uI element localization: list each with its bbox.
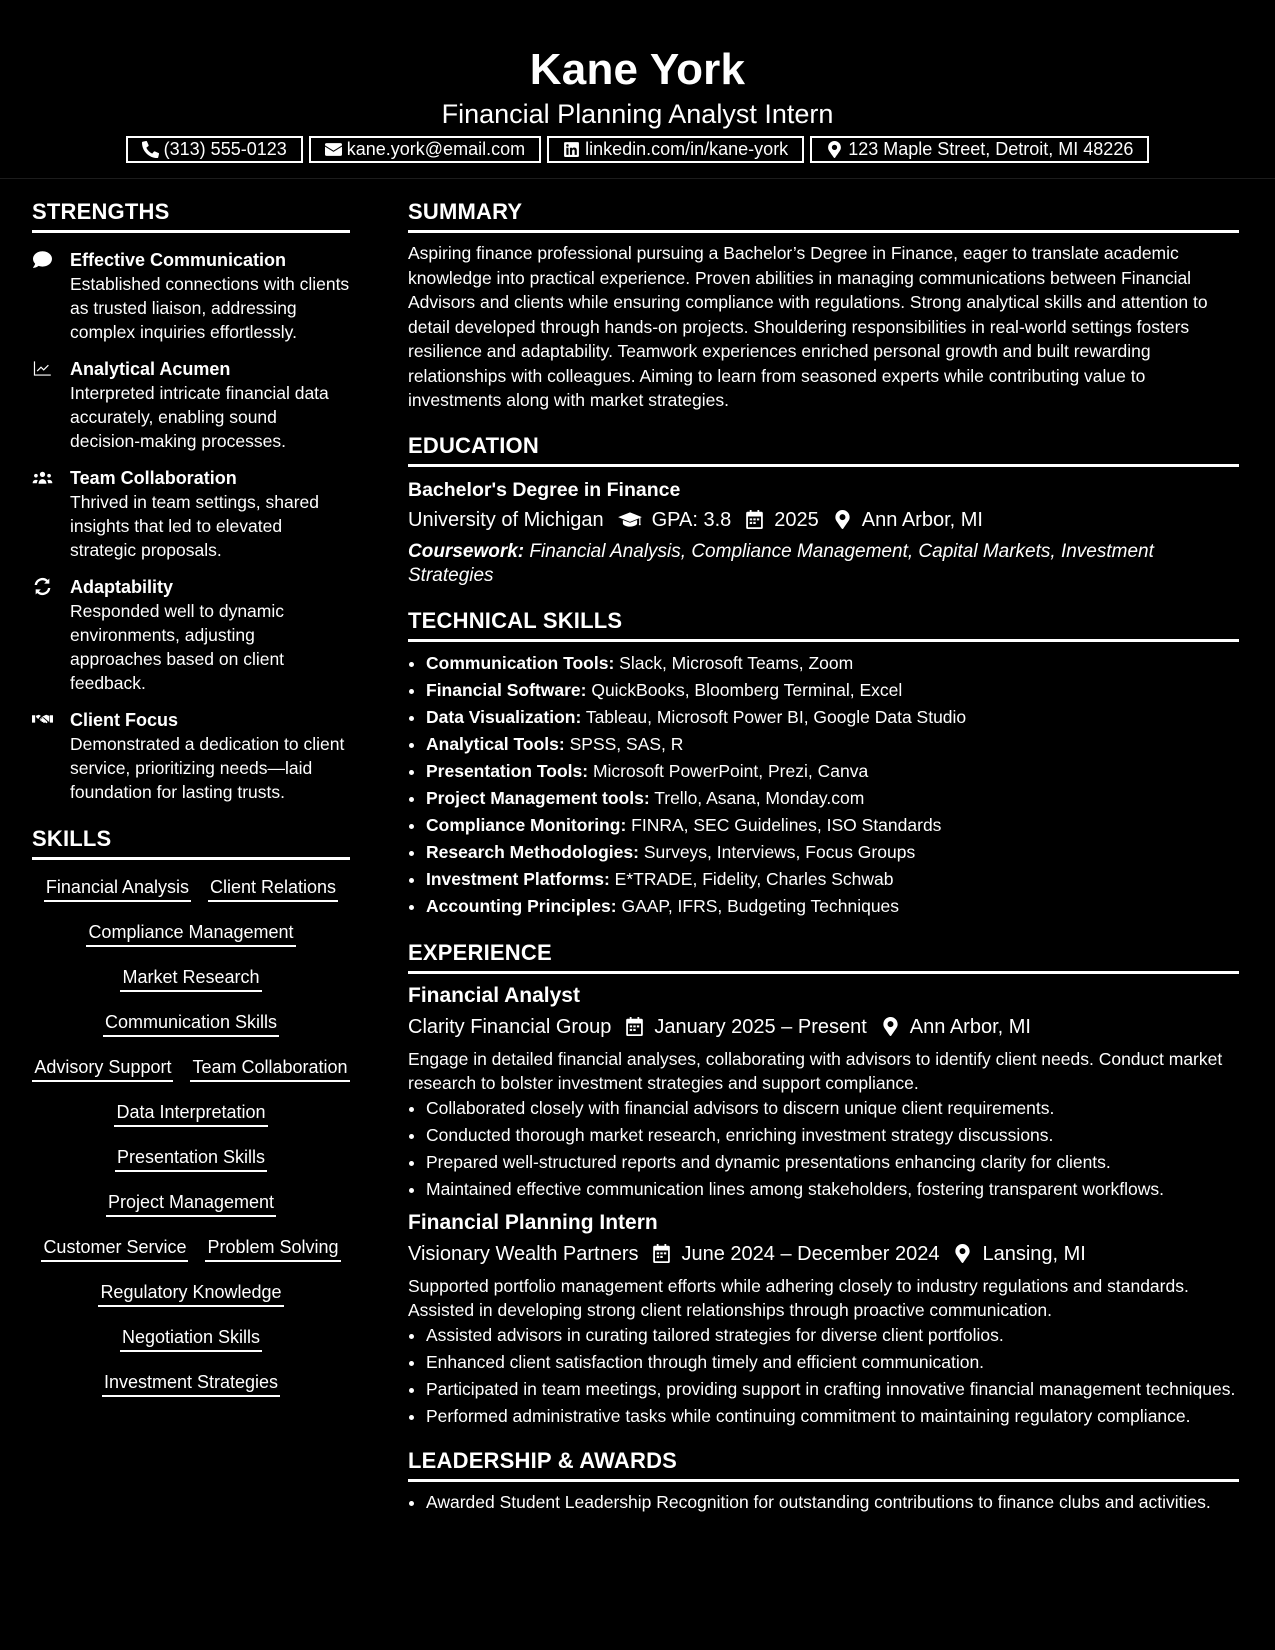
job-dates: June 2024 – December 2024 <box>681 1242 940 1265</box>
job-bullets <box>408 1323 1239 1428</box>
contact-bar <box>0 136 1275 163</box>
education-meta <box>408 505 1239 535</box>
technical-skills-heading: TECHNICAL SKILLS <box>408 606 1239 642</box>
skills-heading: SKILLS <box>32 824 350 860</box>
users-icon <box>32 468 53 487</box>
skill-tag: Client Relations <box>208 876 338 902</box>
skill-tag: Project Management <box>106 1191 276 1217</box>
strength-desc: Responded well to dynamic environments, adjusting approaches based on client feedback. <box>70 601 285 693</box>
map-marker-icon <box>826 141 843 158</box>
tech-skill-item <box>426 758 1239 785</box>
refresh-icon <box>32 577 53 596</box>
skill-tag: Customer Service <box>41 1236 188 1262</box>
gpa-text: GPA: 3.8 <box>651 508 732 531</box>
job-summary: Supported portfolio management efforts while adhering closely to industry regulations and standards. Assisted in developing strong client relationships through proactive communication. <box>408 1275 1189 1320</box>
skill-tag: Team Collaboration <box>190 1056 349 1082</box>
strength-desc: Demonstrated a dedication to client service, prioritizing needs—laid foundation for lasting trusts. <box>70 734 345 802</box>
tech-skill-item <box>426 839 1239 866</box>
tech-skill-label: Data Visualization: <box>426 706 582 727</box>
strength-item <box>32 708 350 804</box>
tech-skill-value: QuickBooks, Bloomberg Terminal, Excel <box>591 679 903 700</box>
summary-heading: SUMMARY <box>408 197 1239 233</box>
technical-skills-list <box>408 650 1239 920</box>
phone-text: (313) 555-0123 <box>163 139 287 159</box>
tech-skill-item <box>426 650 1239 677</box>
job-dates: January 2025 – Present <box>654 1015 867 1038</box>
tech-skill-item <box>426 812 1239 839</box>
chart-line-icon <box>32 359 53 378</box>
strength-item <box>32 357 350 453</box>
tech-skill-value: Microsoft PowerPoint, Prezi, Canva <box>592 760 869 781</box>
coursework-label: Coursework: <box>408 540 525 562</box>
tech-skill-item <box>426 866 1239 893</box>
job-meta <box>408 1239 1239 1269</box>
tech-skill-item <box>426 893 1239 920</box>
left-column <box>32 197 350 1416</box>
linkedin-icon <box>563 141 580 158</box>
job-bullet: • Participated in team meetings, providing support in crafting innovative financial management techniques. <box>426 1377 1239 1401</box>
contact-phone[interactable] <box>126 136 303 163</box>
address-text: 123 Maple Street, Detroit, MI 48226 <box>848 139 1134 159</box>
skill-tag: Communication Skills <box>103 1011 279 1037</box>
tech-skill-item <box>426 731 1239 758</box>
tech-skill-label: Investment Platforms: <box>426 868 610 889</box>
strengths-heading: STRENGTHS <box>32 197 350 233</box>
job-bullet: • Collaborated closely with financial advisors to discern unique client requirements. <box>426 1096 1239 1120</box>
tech-skill-item <box>426 785 1239 812</box>
map-marker-icon <box>953 1244 972 1263</box>
skill-tag: Data Interpretation <box>114 1101 267 1127</box>
map-marker-icon <box>833 510 852 529</box>
contact-address[interactable] <box>810 136 1149 163</box>
calendar-icon <box>652 1244 671 1263</box>
skill-tag: Presentation Skills <box>115 1146 267 1172</box>
envelope-icon <box>325 141 342 158</box>
strength-title: Effective Communication <box>70 250 287 270</box>
tech-skill-value: SPSS, SAS, R <box>569 733 684 754</box>
strength-title: Client Focus <box>70 710 179 730</box>
handshake-icon <box>32 710 53 729</box>
skill-tag: Market Research <box>120 966 261 992</box>
company-name: Visionary Wealth Partners <box>408 1242 639 1265</box>
job-title: Financial Planning Intern <box>408 1210 658 1234</box>
summary-text: Aspiring finance professional pursuing a Bachelor’s Degree in Finance, eager to translate academic knowledge into practical experience. Proven abilities in managing communications between Financial Advisors and clients while ensuring compliance with regulations. Strong analytical skills and attention to detail developed through hands-on projects. Shouldering responsibilities in real-world settings fosters resilience and adaptability. Teamwork experiences enriched personal growth and built rewarding relationships with colleagues. Aiming to learn from seasoned experts while contributing value to investments along with market strategies. <box>408 243 1208 410</box>
skill-tag: Financial Analysis <box>44 876 191 902</box>
strength-item <box>32 248 350 344</box>
job-bullet: • Performed administrative tasks while continuing commitment to maintaining regulatory compliance. <box>426 1404 1239 1428</box>
job-bullets <box>408 1096 1239 1201</box>
tech-skill-item <box>426 677 1239 704</box>
contact-email[interactable] <box>309 136 541 163</box>
job-bullet: • Prepared well-structured reports and dynamic presentations enhancing clarity for clients. <box>426 1150 1239 1174</box>
calendar-icon <box>625 1017 644 1036</box>
skill-tag: Regulatory Knowledge <box>98 1281 283 1307</box>
job-bullet: • Maintained effective communication lines among stakeholders, fostering transparent workflows. <box>426 1177 1239 1201</box>
job-summary: Engage in detailed financial analyses, collaborating with advisors to identify client needs. Conduct market research to bolster investment strategies and support compliance. <box>408 1048 1223 1093</box>
leadership-heading: LEADERSHIP & AWARDS <box>408 1446 1239 1482</box>
technical-skills-section <box>408 606 1239 920</box>
summary-section <box>408 197 1239 413</box>
coursework-text: Financial Analysis, Compliance Management, Capital Markets, Investment Strategies <box>408 540 1154 586</box>
strength-desc: Established connections with clients as trusted liaison, addressing complex inquiries effortlessly. <box>70 274 350 342</box>
tech-skill-value: Surveys, Interviews, Focus Groups <box>643 841 916 862</box>
job-bullet: • Enhanced client satisfaction through timely and efficient communication. <box>426 1350 1239 1374</box>
phone-icon <box>142 141 159 158</box>
skill-tag: Negotiation Skills <box>120 1326 262 1352</box>
right-column <box>408 197 1239 1532</box>
tech-skill-label: Research Methodologies: <box>426 841 639 862</box>
job-title: Financial Analyst <box>408 983 580 1007</box>
tech-skill-value: GAAP, IFRS, Budgeting Techniques <box>621 895 900 916</box>
experience-heading: EXPERIENCE <box>408 938 1239 974</box>
calendar-icon <box>745 510 764 529</box>
strength-title: Team Collaboration <box>70 468 237 488</box>
resume-header <box>0 0 1275 179</box>
tech-skill-value: E*TRADE, Fidelity, Charles Schwab <box>614 868 894 889</box>
education-section <box>408 431 1239 588</box>
education-location: Ann Arbor, MI <box>861 508 983 531</box>
leadership-section <box>408 1446 1239 1514</box>
comment-icon <box>32 250 53 269</box>
tech-skill-value: FINRA, SEC Guidelines, ISO Standards <box>631 814 942 835</box>
coursework <box>408 540 1239 588</box>
strength-desc: Thrived in team settings, shared insights that led to elevated strategic proposals. <box>70 492 320 560</box>
strengths-list <box>32 248 350 804</box>
tech-skill-value: Tableau, Microsoft Power BI, Google Data Studio <box>585 706 967 727</box>
education-heading: EDUCATION <box>408 431 1239 467</box>
strength-item <box>32 466 350 562</box>
job-location: Lansing, MI <box>982 1242 1086 1265</box>
tech-skill-label: Analytical Tools: <box>426 733 565 754</box>
linkedin-text: linkedin.com/in/kane-york <box>585 139 789 159</box>
tech-skill-value: Slack, Microsoft Teams, Zoom <box>619 652 854 673</box>
tech-skill-item <box>426 704 1239 731</box>
leadership-list <box>408 1490 1239 1514</box>
graduation-year: 2025 <box>774 508 819 531</box>
graduation-cap-icon <box>618 510 642 529</box>
strength-desc: Interpreted intricate financial data accurately, enabling sound decision-making processes. <box>70 383 329 451</box>
skill-tag: Problem Solving <box>205 1236 340 1262</box>
job-entry <box>408 1209 1239 1428</box>
candidate-name: Kane York <box>529 45 746 94</box>
experience-section <box>408 938 1239 1428</box>
tech-skill-label: Communication Tools: <box>426 652 615 673</box>
job-location: Ann Arbor, MI <box>909 1015 1031 1038</box>
company-name: Clarity Financial Group <box>408 1015 612 1038</box>
job-bullet: • Assisted advisors in curating tailored strategies for diverse client portfolios. <box>426 1323 1239 1347</box>
tech-skill-label: Accounting Principles: <box>426 895 617 916</box>
tech-skill-label: Financial Software: <box>426 679 587 700</box>
tech-skill-value: Trello, Asana, Monday.com <box>654 787 865 808</box>
strength-title: Adaptability <box>70 577 174 597</box>
strength-title: Analytical Acumen <box>70 359 231 379</box>
skill-tag: Investment Strategies <box>102 1371 280 1397</box>
skill-tag: Compliance Management <box>86 921 295 947</box>
tech-skill-label: Compliance Monitoring: <box>426 814 627 835</box>
skill-tag: Advisory Support <box>32 1056 173 1082</box>
degree-title: Bachelor's Degree in Finance <box>408 478 681 501</box>
tech-skill-label: Project Management tools: <box>426 787 650 808</box>
strength-item <box>32 575 350 695</box>
tech-skill-label: Presentation Tools: <box>426 760 589 781</box>
skills-list <box>32 876 350 1416</box>
candidate-title: Financial Planning Analyst Intern <box>441 99 834 129</box>
map-marker-icon <box>881 1017 900 1036</box>
job-meta <box>408 1012 1239 1042</box>
email-text: kane.york@email.com <box>346 139 526 159</box>
job-entry <box>408 982 1239 1201</box>
school-name: University of Michigan <box>408 508 604 531</box>
leadership-item: • Awarded Student Leadership Recognition for outstanding contributions to finance clubs and activities. <box>426 1490 1239 1514</box>
job-bullet: • Conducted thorough market research, enriching investment strategy discussions. <box>426 1123 1239 1147</box>
contact-linkedin[interactable] <box>547 136 804 163</box>
